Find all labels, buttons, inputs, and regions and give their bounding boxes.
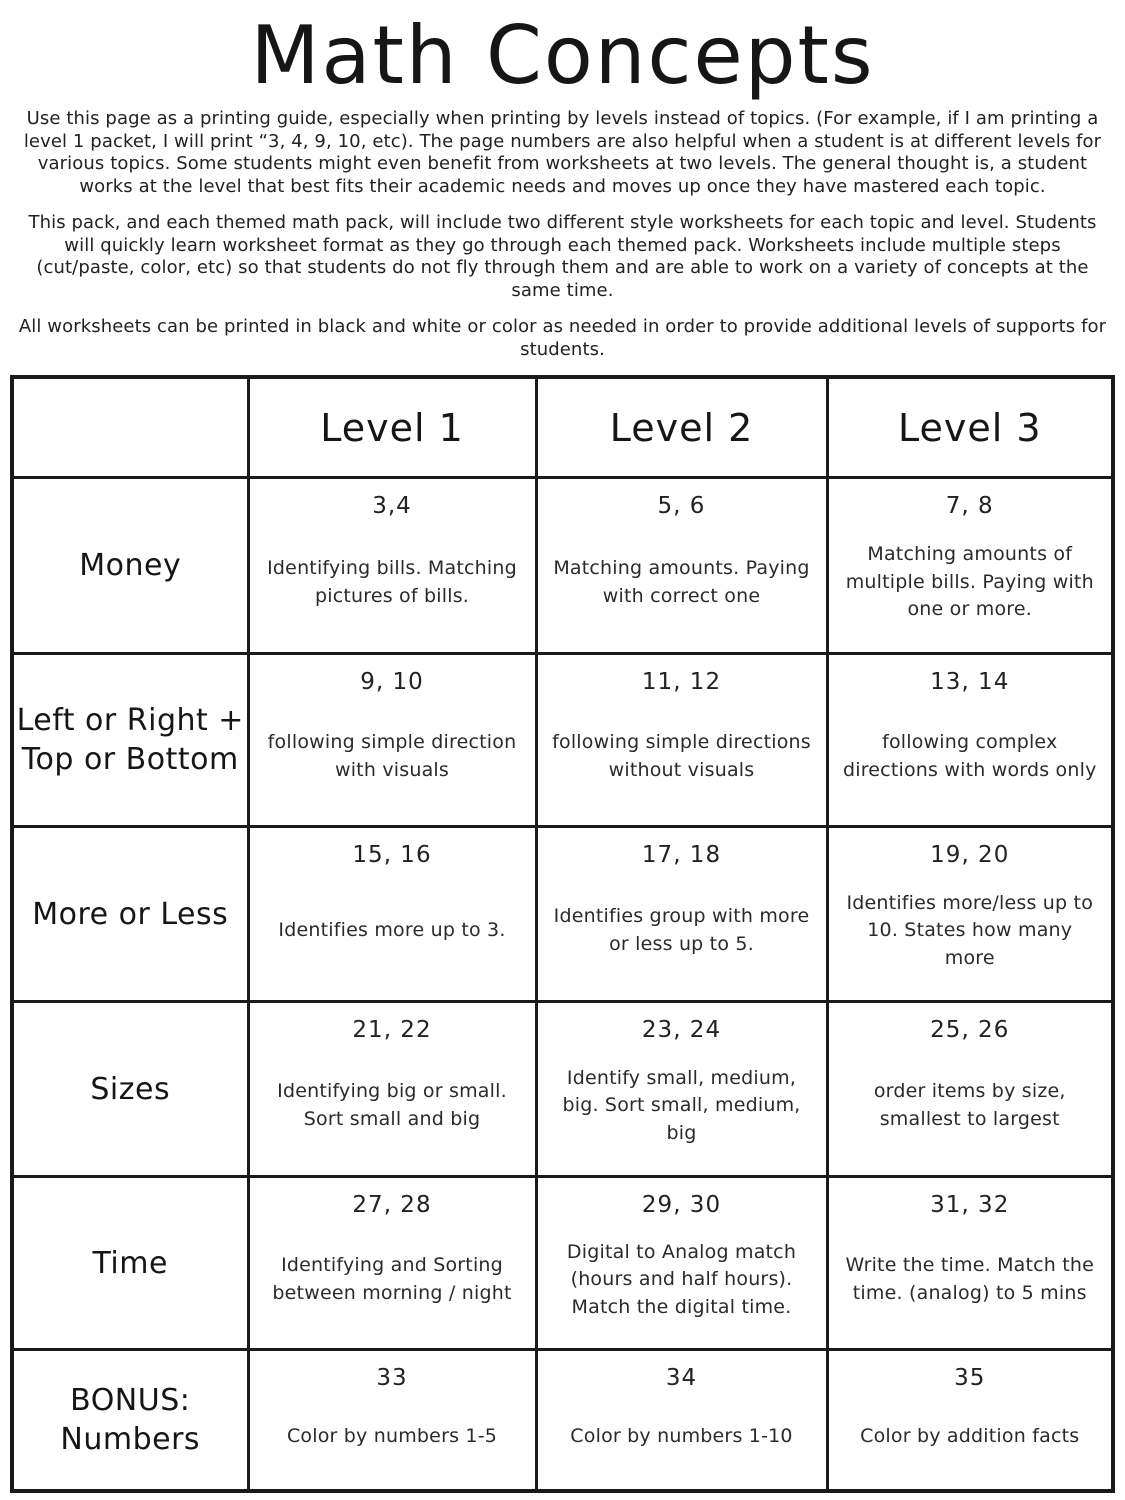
table-row-bonus-numbers <box>12 1350 1113 1492</box>
cell-description: Identifies more/less up to 10. States how many more <box>846 891 1094 969</box>
page-numbers: 31, 32 <box>930 1192 1010 1218</box>
cell-description: Identifying big or small. Sort small and big <box>277 1080 507 1130</box>
topic-cell-left-right: Left or Right + Top or Bottom <box>12 654 248 827</box>
cell-more-less-level-1 <box>248 827 536 1002</box>
page-numbers: 25, 26 <box>930 1017 1010 1043</box>
table-row-sizes <box>12 1002 1113 1177</box>
page-numbers: 9, 10 <box>360 669 424 695</box>
level-3-header <box>827 377 1113 478</box>
cell-description: Color by numbers 1-10 <box>570 1425 793 1448</box>
intro-paragraph-2: This pack, and each themed math pack, will include two different style worksheets for each topic and level. Students will quickly learn worksheet format as they go through each themed pack. Worksheets include multiple steps (cut/paste, color, etc) so that students do not fly through them and are able to work on a variety of concepts at the same time. <box>28 212 1097 301</box>
cell-description: Digital to Analog match (hours and half hours). Match the digital time. <box>566 1240 797 1318</box>
level-3-label: Level 3 <box>897 405 1042 450</box>
cell-more-less-level-2 <box>536 827 827 1002</box>
cell-left-right-level-2 <box>536 654 827 827</box>
cell-time-level-1 <box>248 1177 536 1350</box>
level-2-label: Level 2 <box>609 405 754 450</box>
table-row-time <box>12 1177 1113 1350</box>
page-numbers: 19, 20 <box>930 842 1010 868</box>
cell-left-right-level-1 <box>248 654 536 827</box>
cell-description: Identify small, medium, big. Sort small, medium, big <box>562 1066 801 1144</box>
page-numbers: 11, 12 <box>641 669 722 695</box>
cell-description: following simple direction with visuals <box>267 731 517 781</box>
table-corner-cell <box>12 377 248 478</box>
cell-description: Matching amounts. Paying with correct one <box>553 556 810 607</box>
cell-description: following simple directions without visuals <box>552 731 811 781</box>
page-numbers: 13, 14 <box>930 669 1010 695</box>
cell-bonus-level-3 <box>827 1350 1113 1492</box>
cell-sizes-level-1 <box>248 1002 536 1177</box>
level-1-header <box>248 377 536 478</box>
cell-money-level-1 <box>248 478 536 654</box>
intro-paragraph-3: All worksheets can be printed in black and white or color as needed in order to provide additional levels of supports for students. <box>18 316 1107 360</box>
page-numbers: 27, 28 <box>352 1192 432 1218</box>
topic-cell-bonus-numbers: BONUS: Numbers <box>12 1350 248 1492</box>
cell-description: Write the time. Match the time. (analog) to 5 mins <box>845 1254 1095 1304</box>
page-numbers: 23, 24 <box>641 1017 722 1043</box>
page-title: Math Concepts <box>250 9 875 102</box>
page-numbers: 33 <box>376 1365 408 1391</box>
page-numbers: 15, 16 <box>352 842 432 868</box>
page-numbers: 34 <box>665 1365 698 1391</box>
cell-left-right-level-3 <box>827 654 1113 827</box>
cell-bonus-level-2 <box>536 1350 827 1492</box>
cell-description: Matching amounts of multiple bills. Paying with one or more. <box>845 543 1094 621</box>
cell-sizes-level-2 <box>536 1002 827 1177</box>
cell-description: Identifies more up to 3. <box>278 919 506 942</box>
table-row-money <box>12 478 1113 654</box>
topic-cell-time: Time <box>12 1177 248 1350</box>
cell-more-less-level-3 <box>827 827 1113 1002</box>
cell-description: Color by numbers 1-5 <box>286 1425 498 1448</box>
cell-time-level-2 <box>536 1177 827 1350</box>
intro-paragraph-1: Use this page as a printing guide, especially when printing by levels instead of topics. (For example, if I am printing a level 1 packet, I will print “3, 4, 9, 10, etc). The page numbers are also helpful when a student is at different levels for various topics. Some students might even benefit from worksheets at two levels. The general thought is, a student works at the level that best fits their academic needs and moves up once they have mastered each topic. <box>23 108 1102 197</box>
page-numbers: 21, 22 <box>352 1017 432 1043</box>
cell-description: order items by size, smallest to largest <box>873 1080 1066 1130</box>
cell-description: Identifying and Sorting between morning / night <box>272 1254 512 1304</box>
cell-money-level-2 <box>536 478 827 654</box>
cell-sizes-level-3 <box>827 1002 1113 1177</box>
cell-money-level-3 <box>827 478 1113 654</box>
table-row-more-less <box>12 827 1113 1002</box>
topic-cell-money: Money <box>12 478 248 654</box>
page-numbers: 3,4 <box>372 493 412 519</box>
cell-bonus-level-1 <box>248 1350 536 1492</box>
page-numbers: 5, 6 <box>657 493 706 519</box>
table-row-left-right <box>12 654 1113 827</box>
page-numbers: 29, 30 <box>641 1192 722 1218</box>
cell-description: Identifies group with more or less up to 5. <box>553 905 810 955</box>
cell-time-level-3 <box>827 1177 1113 1350</box>
cell-description: Identifying bills. Matching pictures of bills. <box>267 556 517 607</box>
page-numbers: 7, 8 <box>945 493 994 519</box>
page-numbers: 35 <box>954 1365 986 1391</box>
level-2-header <box>536 377 827 478</box>
concepts-table <box>10 375 1115 1493</box>
cell-description: Color by addition facts <box>860 1425 1080 1448</box>
header-row <box>12 377 1113 478</box>
topic-cell-more-less: More or Less <box>12 827 248 1002</box>
page-numbers: 17, 18 <box>641 842 722 868</box>
cell-description: following complex directions with words only <box>842 731 1097 781</box>
topic-cell-sizes: Sizes <box>12 1002 248 1177</box>
level-1-label: Level 1 <box>320 405 464 450</box>
